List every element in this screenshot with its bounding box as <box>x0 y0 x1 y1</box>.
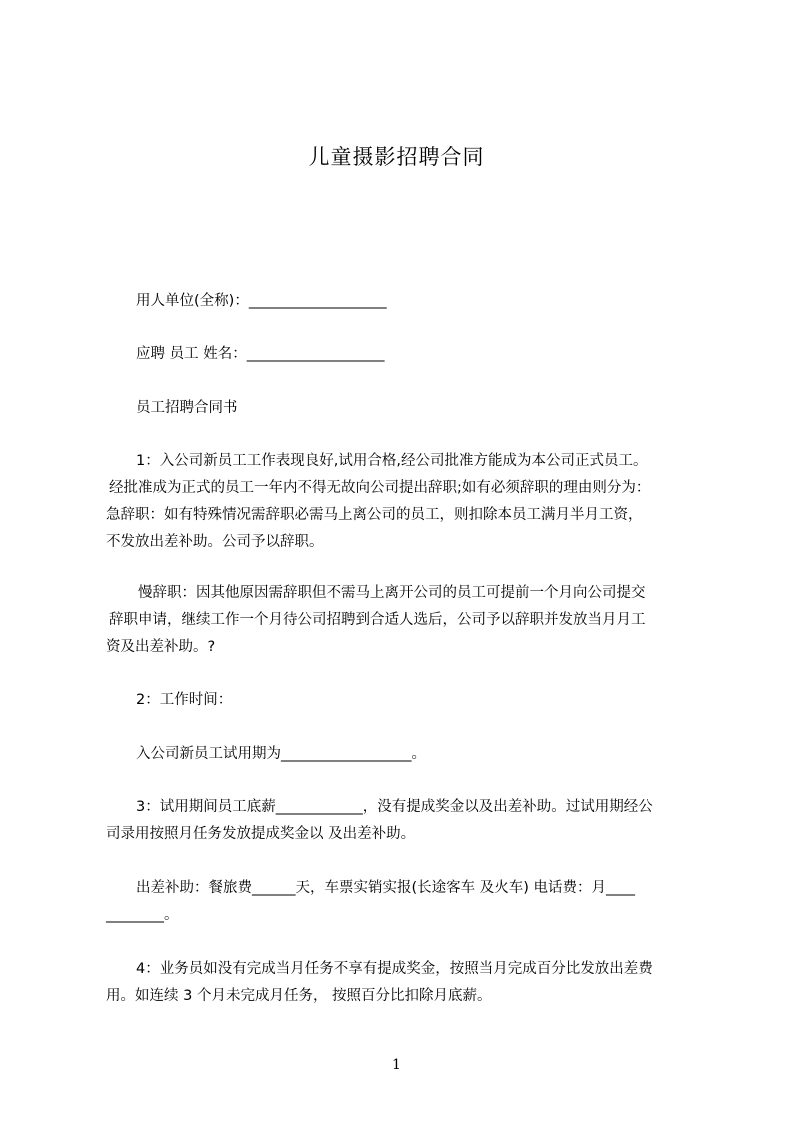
clause4-line: 4：业务员如没有完成当月任务不享有提成奖金，按照当月完成百分比发放出差费 <box>136 961 653 977</box>
clause1-slow-line: 辞职申请，继续工作一个月待公司招聘到合适人选后，公司予以辞职并发放当月月工 <box>109 612 646 628</box>
clause2-heading: 2：工作时间： <box>136 692 233 708</box>
clause1-line: 经批准成为正式的员工一年内不得无故向公司提出辞职;如有必须辞职的理由则分为： <box>109 480 651 496</box>
clause1-slow-line: 慢辞职：因其他原因需辞职但不需马上离开公司的员工可提前一个月向公司提交 <box>138 585 646 601</box>
clause1-line: 1：入公司新员工工作表现良好,试用合格,经公司批准方能成为本公司正式员工。 <box>136 453 648 469</box>
clause1-line: 不发放出差补助。公司予以辞职。 <box>106 534 324 550</box>
clause3-line: 司录用按照月任务发放提成奖金以 及出差补助。 <box>106 826 416 842</box>
page-number: 1 <box>392 1057 401 1073</box>
section-heading: 员工招聘合同书 <box>136 400 238 416</box>
allowance-line: 出差补助：餐旅费______天，车票实销实报(长途客车 及火车) 电话费：月____ <box>136 880 636 896</box>
clause4-line: 用。如连续 3 个月未完成月任务， 按照百分比扣除月底薪。 <box>106 988 492 1004</box>
clause1-slow-line: 资及出差补助。? <box>106 639 216 655</box>
allowance-line: ________。 <box>106 907 179 923</box>
clause3-line: 3：试用期间员工底薪____________，没有提成奖金以及出差补助。过试用期经公 <box>136 799 653 815</box>
document-title: 儿童摄影招聘合同 <box>308 145 485 169</box>
clause1-line: 急辞职：如有特殊情况需辞职必需马上离公司的员工，则扣除本员工满月半月工资， <box>106 507 643 523</box>
employee-field-line: 应聘 员工 姓名：___________________ <box>136 346 385 362</box>
employer-field-line: 用人单位(全称)：___________________ <box>136 293 387 309</box>
probation-line: 入公司新员工试用期为__________________。 <box>136 746 426 762</box>
